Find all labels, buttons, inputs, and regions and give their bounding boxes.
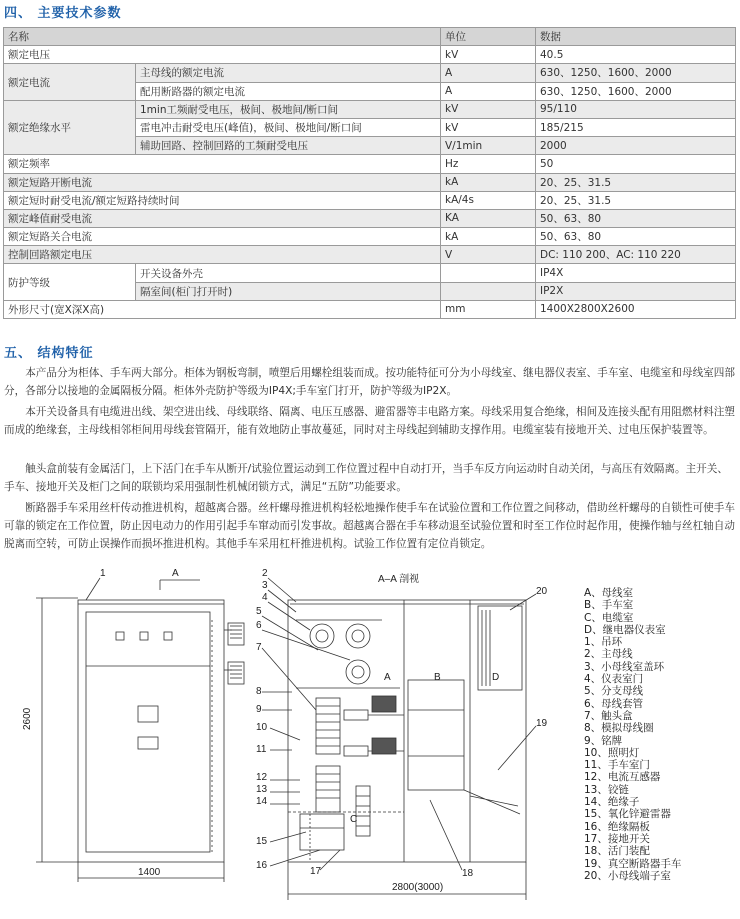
header-unit: 单位 <box>441 28 536 46</box>
row-name: 额定电流 <box>4 64 136 100</box>
compartment-b-label: B <box>434 672 441 683</box>
row-value: 20、25、31.5 <box>536 191 736 209</box>
row-name: 额定频率 <box>4 155 441 173</box>
section-4-title: 四、 主要技术参数 <box>4 6 122 21</box>
legend-item: 20、小母线端子室 <box>584 869 671 882</box>
legend-item: 15、氧化锌避雷器 <box>584 808 671 821</box>
legend-item: 14、绝缘子 <box>584 796 640 809</box>
legend-item: 2、主母线 <box>584 648 633 661</box>
legend-item: 16、绝缘隔板 <box>584 820 650 833</box>
row-value: 40.5 <box>536 46 736 64</box>
callout-8: 8 <box>256 686 262 697</box>
callout-15: 15 <box>256 836 268 847</box>
legend-item: 11、手车室门 <box>584 759 650 772</box>
callout-17: 17 <box>310 866 322 877</box>
table-row <box>4 264 736 282</box>
callout-20: 20 <box>536 586 548 597</box>
row-name: 额定短路开断电流 <box>4 173 441 191</box>
callout-19: 19 <box>536 718 548 729</box>
legend-item: A、母线室 <box>584 587 634 599</box>
legend-item: 1、吊环 <box>584 636 623 649</box>
header-name: 名称 <box>4 28 441 46</box>
legend-item: 9、铭牌 <box>584 734 623 747</box>
front-door <box>86 612 210 852</box>
legend-item: 6、母线套管 <box>584 697 644 710</box>
table-row <box>4 155 736 173</box>
row-value: 20、25、31.5 <box>536 173 736 191</box>
callout-4: 4 <box>262 592 268 603</box>
row-unit: KA <box>441 209 536 227</box>
callout-10: 10 <box>256 722 268 733</box>
row-value: 630、1250、1600、2000 <box>536 64 736 82</box>
front-cabinet <box>78 600 224 862</box>
legend-item: 17、接地开关 <box>584 832 650 845</box>
legend-item: 12、电流互感器 <box>584 771 661 784</box>
table-row <box>4 228 736 246</box>
legend-item: 18、活门装配 <box>584 845 650 858</box>
relay-compartment <box>478 606 522 690</box>
row-value: 50、63、80 <box>536 228 736 246</box>
row-sub: 开关设备外壳 <box>136 264 441 282</box>
row-unit: kV <box>441 118 536 136</box>
row-name: 额定绝缘水平 <box>4 100 136 155</box>
table-row <box>4 64 736 82</box>
row-value: IP4X <box>536 264 736 282</box>
circuit-breaker-truck <box>408 680 464 790</box>
row-unit: kV <box>441 100 536 118</box>
view-a-label: A <box>172 568 179 579</box>
compartment-a-label: A <box>384 672 391 683</box>
row-sub: 配用断路器的额定电流 <box>136 82 441 100</box>
row-value: IP2X <box>536 282 736 300</box>
table-header-row <box>4 28 736 46</box>
row-value: 50 <box>536 155 736 173</box>
row-unit: kA/4s <box>441 191 536 209</box>
table-row <box>4 173 736 191</box>
dim-width-label: 1400 <box>138 867 161 878</box>
section-5-title: 五、 结构特征 <box>4 346 94 361</box>
drawing-legend <box>584 587 681 882</box>
callout-14: 14 <box>256 796 268 807</box>
row-value: 630、1250、1600、2000 <box>536 82 736 100</box>
row-value: 1400X2800X2600 <box>536 300 736 318</box>
row-value: DC: 110 200、AC: 110 220 <box>536 246 736 264</box>
table-row <box>4 246 736 264</box>
row-sub: 雷电冲击耐受电压(峰值)，极间、极地间/断口间 <box>136 118 441 136</box>
row-sub: 1min工频耐受电压，极间、极地间/断口间 <box>136 100 441 118</box>
compartment-d-label: D <box>492 672 500 683</box>
row-unit: kA <box>441 228 536 246</box>
legend-item: 8、模拟母线圈 <box>584 722 654 735</box>
legend-item: 7、触头盒 <box>584 709 633 722</box>
table-row <box>4 300 736 318</box>
table-row <box>4 209 736 227</box>
row-sub: 隔室间(柜门打开时) <box>136 282 441 300</box>
row-unit: V <box>441 246 536 264</box>
row-sub: 主母线的额定电流 <box>136 64 441 82</box>
compartment-c-label: C <box>350 814 358 825</box>
paragraph-2: 本开关设备具有电缆进出线、架空进出线、母线联络、隔离、电压互感器、避雷器等丰电路方案。母线采用复合绝缘，相间及连接头配有用阻燃材料注塑而成的绝缘套，主母线相邻柜间用母线套管隔开，能有效地防止事故蔓延，同时对主母线起到辅助支撑作用。电缆室装有接地开关、过电压保护装置等。 <box>4 406 735 436</box>
row-unit: A <box>441 64 536 82</box>
row-name: 额定短时耐受电流/额定短路持续时间 <box>4 191 441 209</box>
legend-item: 5、分支母线 <box>584 685 644 698</box>
dim-height-label: 2600 <box>22 707 33 730</box>
row-name: 额定峰值耐受电流 <box>4 209 441 227</box>
spec-table <box>3 27 736 319</box>
legend-item: 4、仪表室门 <box>584 673 644 686</box>
table-row <box>4 191 736 209</box>
row-unit <box>441 282 536 300</box>
callout-6: 6 <box>256 620 262 631</box>
header-value: 数据 <box>536 28 736 46</box>
row-value: 95/110 <box>536 100 736 118</box>
row-value: 50、63、80 <box>536 209 736 227</box>
callout-13: 13 <box>256 784 268 795</box>
row-name: 外形尺寸(宽X深X高) <box>4 300 441 318</box>
legend-item: 19、真空断路器手车 <box>584 857 682 870</box>
callout-18: 18 <box>462 868 474 879</box>
legend-item: 10、照明灯 <box>584 746 640 759</box>
row-name: 控制回路额定电压 <box>4 246 441 264</box>
paragraph-4: 断路器手车采用丝杆传动推进机构，超越离合器。丝杆螺母推进机构轻松地操作使手车在试验位置和工作位置之间移动，借助丝杆螺母的自锁性可使手车可靠的锁定在工作位置，防止因电动力的作用引起手车窜动而引发事故。超越离合器在手车移动退至试验位置和时至工作位时起作用，使操作轴与丝杠轴自动脱离而空转，可防止误操作而损坏推进机构。其他手车采用杠杆推进机构。试验工作位置有定位肖锁定。 <box>4 502 735 550</box>
section-label: A–A 剖视 <box>378 574 420 585</box>
row-unit: Hz <box>441 155 536 173</box>
callout-7: 7 <box>256 642 262 653</box>
legend-item: D、继电器仪表室 <box>584 623 666 636</box>
paragraph-1: 本产品分为柜体、手车两大部分。柜体为钢板弯制，喷塑后用螺栓组装而成。按功能特征可分为小母线室、继电器仪表室、手车室、电缆室和母线室四部分，各部分以接地的金属隔板分隔。柜体外壳防护等级为IP4X;手车室门打开，防护等级为IP2X。 <box>4 367 735 397</box>
row-name: 额定电压 <box>4 46 441 64</box>
row-name: 额定短路关合电流 <box>4 228 441 246</box>
row-unit: mm <box>441 300 536 318</box>
row-unit: V/1min <box>441 137 536 155</box>
callout-9: 9 <box>256 704 262 715</box>
row-value: 185/215 <box>536 118 736 136</box>
row-sub: 辅助回路、控制回路的工频耐受电压 <box>136 137 441 155</box>
callout-16: 16 <box>256 860 268 871</box>
callout-3: 3 <box>262 580 268 591</box>
table-row <box>4 46 736 64</box>
legend-item: 13、铰链 <box>584 783 629 796</box>
row-value: 2000 <box>536 137 736 155</box>
row-unit: kA <box>441 173 536 191</box>
legend-item: C、电缆室 <box>584 611 634 624</box>
legend-item: 3、小母线室盖环 <box>584 660 665 673</box>
callout-11: 11 <box>256 744 267 755</box>
row-name: 防护等级 <box>4 264 136 300</box>
callout-12: 12 <box>256 772 268 783</box>
dim-depth-label: 2800(3000) <box>392 882 444 893</box>
callout-1: 1 <box>100 568 106 579</box>
row-unit: A <box>441 82 536 100</box>
legend-item: B、手车室 <box>584 599 634 612</box>
paragraph-3: 触头盒前装有金属活门，上下活门在手车从断开/试验位置运动到工作位置过程中自动打开，当手车反方向运动时自动关闭，与高压有效隔离。主开关、手车、接地开关及柜门之间的联锁均采用强制性机械闭锁方式，满足“五防”功能要求。 <box>4 463 728 493</box>
callout-2: 2 <box>262 568 268 579</box>
callout-5: 5 <box>256 606 262 617</box>
row-unit <box>441 264 536 282</box>
table-row <box>4 100 736 118</box>
row-unit: kV <box>441 46 536 64</box>
